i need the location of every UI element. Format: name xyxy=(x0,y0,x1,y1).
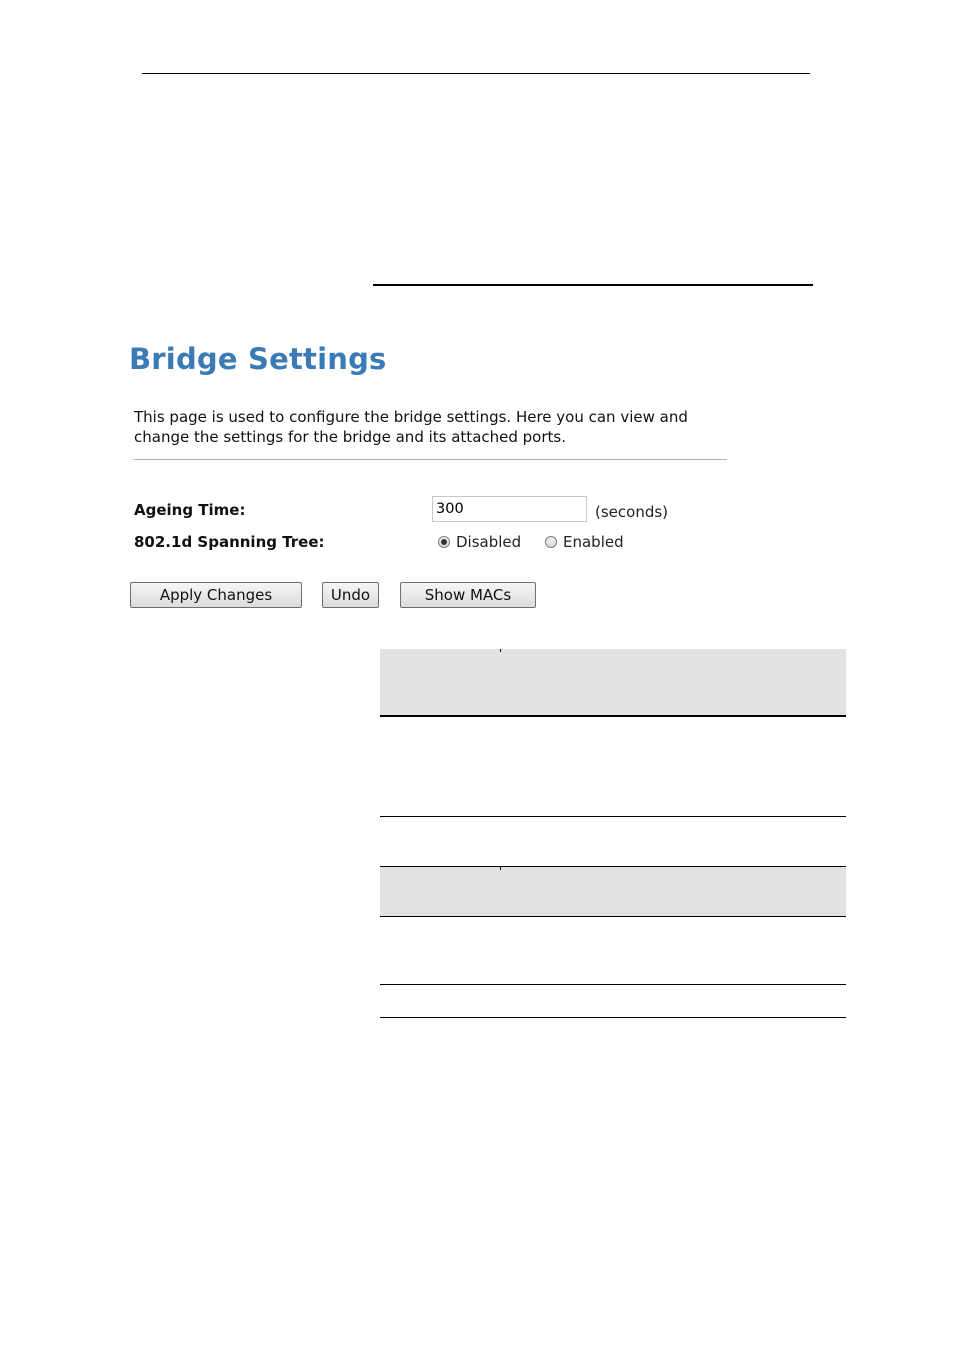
spanning-tree-disabled-option[interactable] xyxy=(438,533,521,551)
ageing-time-label: Ageing Time: xyxy=(134,501,246,519)
header-rule xyxy=(142,73,810,74)
radio-disabled-label: Disabled xyxy=(456,533,522,551)
radio-enabled-label: Enabled xyxy=(563,533,624,551)
section-rule xyxy=(373,284,813,286)
table-row xyxy=(380,917,846,984)
radio-enabled[interactable] xyxy=(545,536,557,548)
show-macs-button[interactable]: Show MACs xyxy=(400,582,536,608)
description-divider xyxy=(133,459,727,460)
table-row xyxy=(380,649,846,715)
column-divider xyxy=(500,649,501,652)
table-row xyxy=(380,985,846,1017)
radio-disabled[interactable] xyxy=(438,536,450,548)
ageing-time-unit: (seconds) xyxy=(595,503,669,521)
undo-button[interactable]: Undo xyxy=(322,582,379,608)
table-rule xyxy=(380,1017,846,1018)
apply-changes-button[interactable]: Apply Changes xyxy=(130,582,302,608)
table-row xyxy=(380,817,846,866)
table-row xyxy=(380,867,846,916)
column-divider xyxy=(500,867,501,870)
table-row xyxy=(380,717,846,816)
spanning-tree-label: 802.1d Spanning Tree: xyxy=(134,533,325,551)
page-title: Bridge Settings xyxy=(129,342,387,376)
page-description: This page is used to configure the bridge settings. Here you can view and change the settings for the bridge and its attached ports. xyxy=(134,408,688,446)
spanning-tree-enabled-option[interactable] xyxy=(545,533,624,551)
ageing-time-input[interactable] xyxy=(432,496,587,522)
